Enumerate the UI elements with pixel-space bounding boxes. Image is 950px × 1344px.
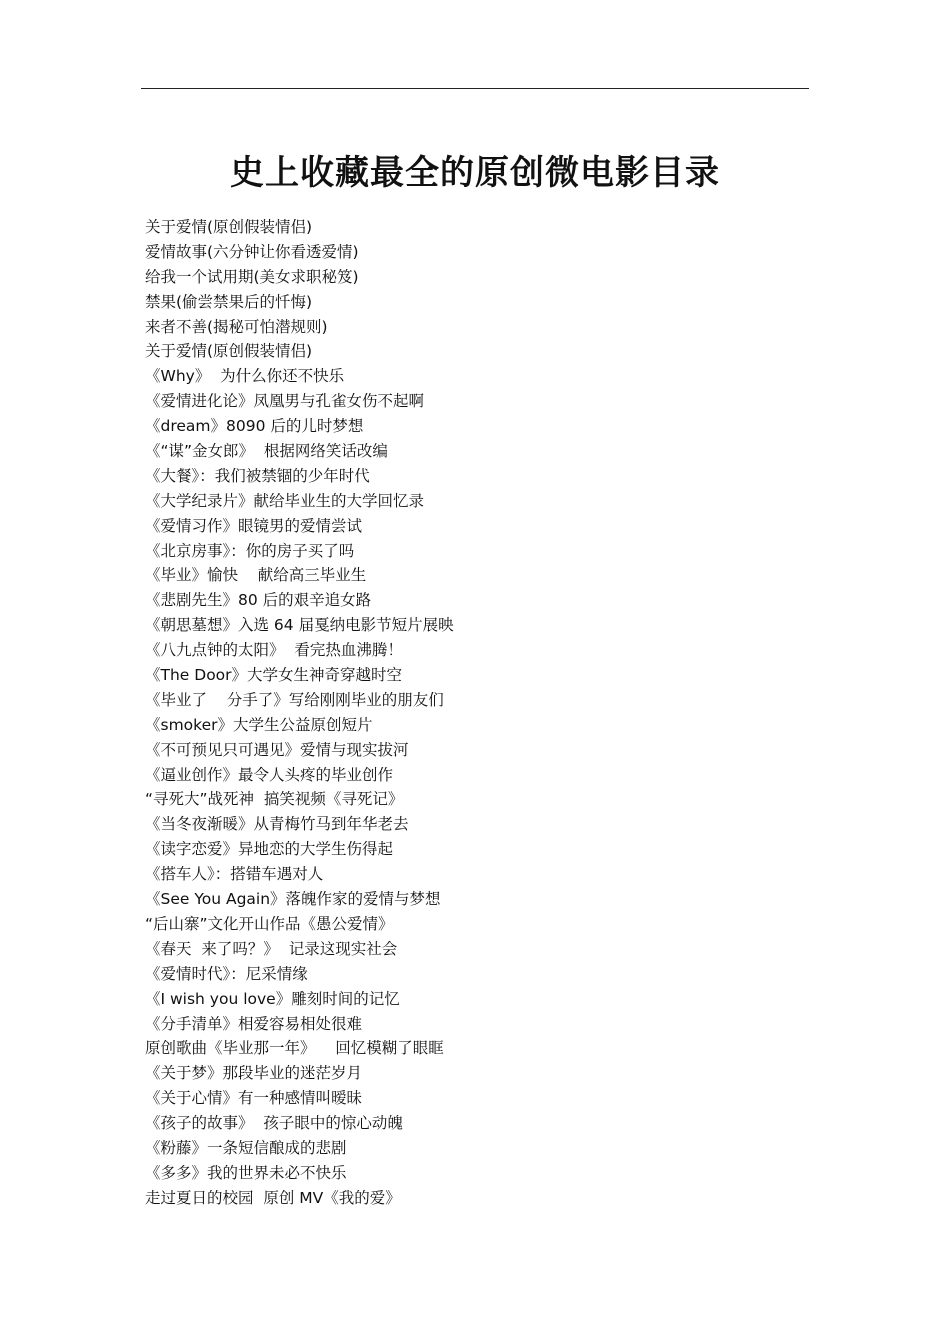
list-item: “寻死大”战死神 搞笑视频《寻死记》 <box>145 790 404 809</box>
list-item: 《毕业了 分手了》写给刚刚毕业的朋友们 <box>145 690 444 709</box>
list-item: 《粉藤》一条短信酿成的悲剧 <box>145 1138 347 1157</box>
page-title: 史上收藏最全的原创微电影目录 <box>230 152 720 193</box>
list-item: 原创歌曲《毕业那一年》 回忆模糊了眼眶 <box>145 1039 444 1058</box>
list-item: 《逼业创作》最令人头疼的毕业创作 <box>145 765 394 784</box>
list-item: 《春天 来了吗？》 记录这现实社会 <box>145 939 398 958</box>
list-item: 《I wish you love》雕刻时间的记忆 <box>145 989 400 1008</box>
list-item: 《爱情习作》眼镜男的爱情尝试 <box>145 516 363 535</box>
list-item: 《smoker》大学生公益原创短片 <box>145 715 373 734</box>
list-item: 《“谋”金女郎》 根据网络笑话改编 <box>145 442 388 461</box>
list-item: 《朝思墓想》入选 64 届戛纳电影节短片展映 <box>145 616 454 635</box>
list-item: 《八九点钟的太阳》 看完热血沸腾！ <box>145 641 403 660</box>
list-item: 《大学纪录片》献给毕业生的大学回忆录 <box>145 491 425 510</box>
list-item: 《Why》 为什么你还不快乐 <box>145 367 345 386</box>
list-item: 《关于梦》那段毕业的迷茫岁月 <box>145 1064 363 1083</box>
list-item: 《The Door》大学女生神奇穿越时空 <box>145 666 403 685</box>
list-item: 《多多》我的世界未必不快乐 <box>145 1163 347 1182</box>
list-item: 《大餐》：我们被禁锢的少年时代 <box>145 466 370 485</box>
list-item: 禁果(偷尝禁果后的忏悔) <box>145 292 313 311</box>
list-item: 《孩子的故事》 孩子眼中的惊心动魄 <box>145 1114 403 1133</box>
list-item: 《北京房事》：你的房子买了吗 <box>145 541 355 560</box>
list-item: 《毕业》愉快 献给高三毕业生 <box>145 566 367 585</box>
list-item: 给我一个试用期(美女求职秘笈) <box>145 267 359 286</box>
list-item: 《不可预见只可遇见》爱情与现实拔河 <box>145 740 409 759</box>
list-item: 《分手清单》相爱容易相处很难 <box>145 1014 363 1033</box>
list-item: 关于爱情(原创假装情侣) <box>145 218 313 236</box>
list-item: “后山寨”文化开山作品《愚公爱情》 <box>145 914 394 933</box>
list-item: 爱情故事(六分钟让你看透爱情) <box>145 242 359 261</box>
list-item: 《关于心情》有一种感情叫暧昧 <box>145 1089 363 1108</box>
list-item: 《爱情进化论》凤凰男与孔雀女伤不起啊 <box>145 392 425 411</box>
list-item: 《See You Again》落魄作家的爱情与梦想 <box>145 890 441 909</box>
list-item: 《读字恋爱》异地恋的大学生伤得起 <box>145 840 394 859</box>
list-item: 走过夏日的校园 原创 MV《我的爱》 <box>145 1188 401 1207</box>
list-item: 《当冬夜渐暖》从青梅竹马到年华老去 <box>145 815 409 834</box>
list-item: 《dream》8090 后的儿时梦想 <box>145 417 364 436</box>
list-item: 《搭车人》：搭错车遇对人 <box>145 865 324 884</box>
list-item: 《悲剧先生》80 后的艰辛追女路 <box>145 591 372 610</box>
film-list <box>145 215 454 1211</box>
list-item: 《爱情时代》：尼采情缘 <box>145 964 308 983</box>
list-item: 关于爱情(原创假装情侣) <box>145 342 313 361</box>
list-item: 来者不善(揭秘可怕潜规则) <box>145 317 328 336</box>
header-rule <box>141 88 809 89</box>
